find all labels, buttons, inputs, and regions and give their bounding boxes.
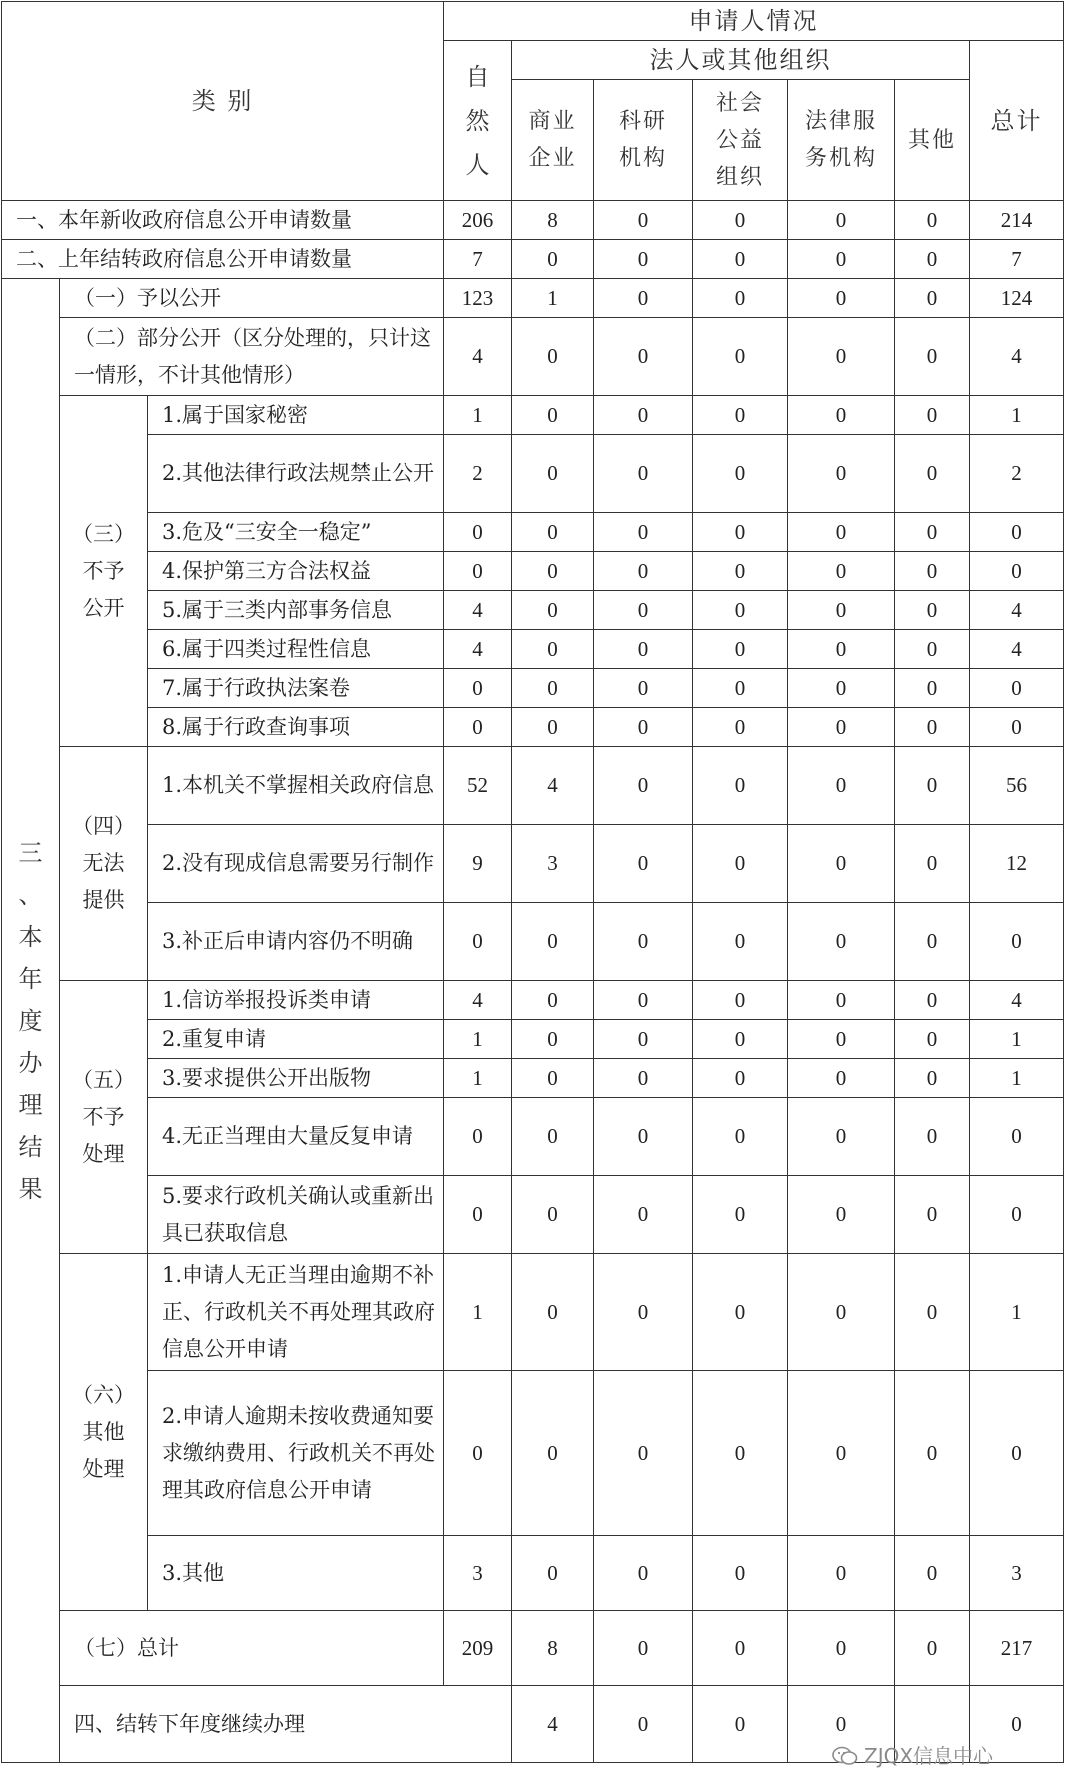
cell: 0 [594,1254,693,1371]
cell: 4 [444,981,512,1020]
cell: 0 [895,435,970,513]
group6-label: （六） 其他 处理 [60,1254,148,1611]
cell: 0 [693,981,788,1020]
cell: 0 [788,435,895,513]
cell: 0 [788,513,895,552]
cell: 0 [693,747,788,825]
table-row [2,513,1064,552]
cell: 0 [788,318,895,396]
cell: 0 [594,513,693,552]
cell: 4 [970,630,1064,669]
cell: 0 [788,1371,895,1536]
table-row [2,981,1064,1020]
cell: 0 [594,1176,693,1254]
cell: 0 [895,747,970,825]
cell: 0 [970,1176,1064,1254]
cell: 0 [512,396,594,435]
row-label: 3.补正后申请内容仍不明确 [148,903,444,981]
cell: 0 [512,513,594,552]
cell: 0 [594,1371,693,1536]
cell: 0 [788,669,895,708]
cell: 0 [594,279,693,318]
table-row [2,825,1064,903]
cell: 0 [895,1254,970,1371]
natural-person-header: 自 然 人 [444,41,512,201]
cell: 0 [788,981,895,1020]
cell: 217 [970,1611,1064,1686]
table-row [2,1371,1064,1536]
table-row [2,1098,1064,1176]
row-label: 7.属于行政执法案卷 [148,669,444,708]
cell: 0 [693,1059,788,1098]
cell: 0 [970,903,1064,981]
cell: 0 [693,825,788,903]
cell: 0 [512,1371,594,1536]
table-row [2,903,1064,981]
cell: 0 [693,630,788,669]
cell: 4 [444,318,512,396]
wechat-icon [832,1746,858,1766]
cell: 0 [512,1536,594,1611]
cell: 0 [512,708,594,747]
watermark [832,1740,993,1769]
table-row [2,708,1064,747]
cell: 0 [444,552,512,591]
table-row [2,1176,1064,1254]
cell: 0 [512,552,594,591]
cell: 0 [693,552,788,591]
table-row [2,318,1064,396]
table-row [2,1536,1064,1611]
cell: 0 [788,1176,895,1254]
cell: 0 [594,669,693,708]
cell: 0 [693,903,788,981]
cell: 0 [693,669,788,708]
cell: 4 [444,630,512,669]
other-org-header: 其他 [895,80,970,201]
row-label: 6.属于四类过程性信息 [148,630,444,669]
applicant-situation-header: 申请人情况 [444,2,1064,41]
cell: 0 [594,318,693,396]
row-label: （二）部分公开（区分处理的，只计这一情形，不计其他情形） [60,318,444,396]
commercial-header: 商业 企业 [512,80,594,201]
cell: 0 [788,396,895,435]
cell: 0 [512,1098,594,1176]
cell: 0 [895,903,970,981]
cell: 4 [970,318,1064,396]
cell: 0 [895,1059,970,1098]
row-label: 8.属于行政查询事项 [148,708,444,747]
row-label: 4.无正当理由大量反复申请 [148,1098,444,1176]
cell: 0 [895,1611,970,1686]
cell: 1 [444,1059,512,1098]
cell: 124 [970,279,1064,318]
row-label: （七）总计 [60,1611,444,1686]
cell: 0 [895,591,970,630]
table-row [2,669,1064,708]
cell: 0 [895,396,970,435]
cell: 0 [895,552,970,591]
cell: 0 [788,747,895,825]
cell: 0 [693,591,788,630]
cell: 0 [512,435,594,513]
row-label: 1.申请人无正当理由逾期不补正、行政机关不再处理其政府信息公开申请 [148,1254,444,1371]
cell: 214 [970,201,1064,240]
cell: 0 [693,1020,788,1059]
cell: 0 [512,669,594,708]
cell: 0 [895,1371,970,1536]
cell: 1 [970,1254,1064,1371]
table-row [2,279,1064,318]
cell: 1 [444,1254,512,1371]
cell: 0 [594,708,693,747]
cell: 0 [512,1176,594,1254]
row-label: 2.没有现成信息需要另行制作 [148,825,444,903]
cell: 0 [895,279,970,318]
category-header: 类 别 [2,2,444,201]
cell: 4 [512,1686,594,1763]
row-label: 2.重复申请 [148,1020,444,1059]
cell: 8 [512,1611,594,1686]
cell: 0 [512,1020,594,1059]
table-row [2,240,1064,279]
cell: 123 [444,279,512,318]
table-row [2,1611,1064,1686]
table-row [2,1254,1064,1371]
cell: 0 [594,1098,693,1176]
cell: 4 [512,747,594,825]
row-label: 3.其他 [148,1536,444,1611]
row-label: 2.其他法律行政法规禁止公开 [148,435,444,513]
cell: 1 [512,279,594,318]
cell: 0 [594,747,693,825]
table-row [2,591,1064,630]
cell: 0 [895,669,970,708]
table-row [2,747,1064,825]
cell: 0 [788,1020,895,1059]
cell: 0 [895,318,970,396]
cell: 0 [594,435,693,513]
cell: 52 [444,747,512,825]
group4-label: （四） 无法 提供 [60,747,148,981]
cell: 0 [594,552,693,591]
table-row [2,552,1064,591]
cell: 0 [895,1098,970,1176]
table-row [2,396,1064,435]
group3-label: （三） 不予 公开 [60,396,148,747]
cell: 0 [895,1176,970,1254]
cell: 0 [512,903,594,981]
row-label: 5.要求行政机关确认或重新出具已获取信息 [148,1176,444,1254]
table-row [2,1020,1064,1059]
cell: 8 [512,201,594,240]
cell: 0 [693,240,788,279]
table-row [2,1059,1064,1098]
row-label: 1.信访举报投诉类申请 [148,981,444,1020]
cell: 1 [444,396,512,435]
cell: 209 [444,1611,512,1686]
social-welfare-header: 社会 公益 组织 [693,80,788,201]
row-label: 1.本机关不掌握相关政府信息 [148,747,444,825]
cell: 0 [788,552,895,591]
cell: 0 [895,708,970,747]
cell: 0 [444,669,512,708]
cell: 0 [788,279,895,318]
cell: 0 [970,552,1064,591]
cell: 1 [444,1020,512,1059]
cell: 0 [512,591,594,630]
cell: 0 [788,903,895,981]
cell: 0 [594,1686,693,1763]
cell: 0 [512,318,594,396]
cell: 0 [594,981,693,1020]
cell: 0 [788,825,895,903]
row-label: 4.保护第三方合法权益 [148,552,444,591]
cell: 0 [512,981,594,1020]
cell: 1 [970,1020,1064,1059]
row-label: 3.要求提供公开出版物 [148,1059,444,1098]
row-label: 四、结转下年度继续办理 [60,1686,512,1763]
cell: 3 [512,825,594,903]
cell: 0 [594,1536,693,1611]
table-row [2,201,1064,240]
legal-service-header: 法律服 务机构 [788,80,895,201]
cell: 56 [970,747,1064,825]
cell: 9 [444,825,512,903]
table-row [2,630,1064,669]
cell: 0 [693,279,788,318]
cell: 0 [788,1059,895,1098]
section3-label: 三 、 本 年 度 办 理 结 果 [2,279,60,1763]
gov-info-disclosure-table [1,1,1064,1763]
cell: 0 [444,1176,512,1254]
cell: 0 [970,1371,1064,1536]
cell: 0 [594,903,693,981]
cell: 0 [693,1611,788,1686]
cell: 0 [693,1254,788,1371]
cell: 0 [512,630,594,669]
cell: 7 [444,240,512,279]
cell: 0 [594,1611,693,1686]
cell: 0 [895,825,970,903]
cell: 0 [512,1059,594,1098]
row-label: 3.危及“三安全一稳定” [148,513,444,552]
cell: 4 [970,981,1064,1020]
cell: 12 [970,825,1064,903]
cell: 0 [970,708,1064,747]
cell: 0 [970,669,1064,708]
cell: 0 [970,1098,1064,1176]
cell: 0 [594,591,693,630]
row-label: 2.申请人逾期未按收费通知要求缴纳费用、行政机关不再处理其政府信息公开申请 [148,1371,444,1536]
cell: 0 [594,630,693,669]
row-label: 二、上年结转政府信息公开申请数量 [2,240,444,279]
cell: 0 [788,591,895,630]
cell: 0 [693,513,788,552]
cell: 0 [788,1536,895,1611]
cell: 0 [693,1176,788,1254]
cell: 0 [895,1020,970,1059]
cell: 0 [788,1098,895,1176]
cell: 0 [895,981,970,1020]
cell: 0 [594,201,693,240]
cell: 1 [970,396,1064,435]
cell: 0 [788,708,895,747]
cell: 0 [693,1536,788,1611]
cell: 0 [693,396,788,435]
cell: 0 [895,513,970,552]
cell: 3 [444,1536,512,1611]
cell: 0 [788,1686,895,1763]
watermark-text: ZJQX信息中心 [864,1744,994,1768]
cell: 0 [512,1254,594,1371]
cell: 0 [594,240,693,279]
cell: 0 [444,708,512,747]
cell: 1 [970,1059,1064,1098]
cell: 0 [895,630,970,669]
cell: 0 [788,630,895,669]
table-row [2,435,1064,513]
cell: 0 [693,708,788,747]
cell: 0 [594,825,693,903]
cell: 0 [594,396,693,435]
cell: 0 [693,435,788,513]
cell: 0 [693,1686,788,1763]
cell: 0 [693,1098,788,1176]
cell: 0 [788,240,895,279]
cell: 0 [444,1098,512,1176]
research-header: 科研 机构 [594,80,693,201]
cell: 2 [444,435,512,513]
cell: 0 [970,513,1064,552]
cell: 0 [594,1059,693,1098]
row-label: 5.属于三类内部事务信息 [148,591,444,630]
group5-label: （五） 不予 处理 [60,981,148,1254]
cell: 0 [895,1536,970,1611]
cell: 0 [895,240,970,279]
cell: 3 [970,1536,1064,1611]
cell: 4 [970,591,1064,630]
cell: 0 [788,1254,895,1371]
row-label: 一、本年新收政府信息公开申请数量 [2,201,444,240]
cell: 0 [895,201,970,240]
cell: 0 [788,201,895,240]
cell: 7 [970,240,1064,279]
cell: 0 [693,201,788,240]
cell: 0 [444,1371,512,1536]
legal-org-header: 法人或其他组织 [512,41,970,80]
cell: 2 [970,435,1064,513]
cell: 0 [693,318,788,396]
row-label: （一）予以公开 [60,279,444,318]
cell: 206 [444,201,512,240]
cell: 0 [594,1020,693,1059]
cell: 0 [444,903,512,981]
cell: 4 [444,591,512,630]
cell: 0 [444,513,512,552]
cell: 0 [788,1611,895,1686]
cell: 0 [970,1686,1064,1763]
row-label: 1.属于国家秘密 [148,396,444,435]
cell: 0 [693,1371,788,1536]
cell: 0 [512,240,594,279]
total-header: 总计 [970,41,1064,201]
